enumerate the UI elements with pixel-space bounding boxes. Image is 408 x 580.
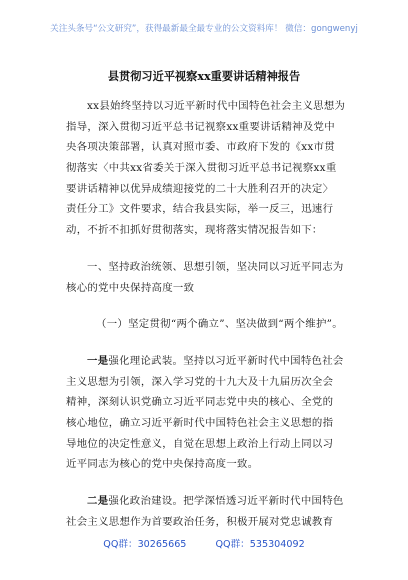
paragraph-line: xx县始终坚持以习近平新时代中国特色社会主义思想为 [87, 100, 346, 112]
document-body [66, 96, 356, 532]
paragraph-line: 央各项决策部署，认真对照市委、市政府下发的《xx市贯 [66, 141, 335, 154]
paragraph-line: 导地位的决定性意义，自觉在思想上政治上行动上同以习 [66, 437, 334, 450]
paragraph-line [66, 351, 356, 372]
item-text: 强化理论武装。坚持以习近平新时代中国特色社会 [108, 354, 344, 367]
paragraph-line: 核心地位，确立习近平新时代中国特色社会主义思想的指 [66, 416, 334, 429]
page-title: 县贯彻习近平视察xx重要讲话精神报告 [107, 69, 301, 83]
paragraph-line: 责任分工》文件要求，结合我县实际，举一反三，迅速行 [66, 203, 334, 216]
paragraph-line: 动，不折不扣抓好贯彻落实，现将落实情况报告如下： [66, 224, 323, 237]
paragraph-line: 主义思想为引领，深入学习党的十九大及十九届历次全会 [66, 375, 334, 388]
paragraph-line: 彻落实〈中共xx省委关于深入贯彻习近平总书记视察xx重 [66, 162, 337, 175]
paragraph-line: 近平同志为核心的党中央保持高度一致。 [66, 458, 259, 471]
subsection-heading: （一）坚定贯彻“两个确立”、坚决做到“两个维护”。 [96, 318, 343, 331]
paragraph-line: 指导，深入贯彻习近平总书记视察xx重要讲话精神及党中 [66, 120, 335, 133]
item-lead: 一是 [87, 354, 109, 367]
qq-group-2: QQ群：535304092 [215, 539, 305, 550]
qq-group-1: QQ群：30265665 [103, 539, 187, 550]
item-text: 强化政治建设。把学深悟透习近平新时代中国特色 [108, 495, 344, 507]
header-banner: 关注头条号“公文研究”，获得最新最全最专业的公文资料库！ 微信：gongwenyj [50, 24, 358, 34]
paragraph-line: 精神，深刻认识党确立习近平同志党中央的核心、全党的 [66, 396, 334, 409]
footer-contacts [0, 536, 408, 550]
paragraph-line: 要讲话精神以优异成绩迎接党的二十大胜利召开的决定〉 [66, 182, 334, 195]
section-heading-line: 核心的党中央保持高度一致 [66, 281, 195, 294]
paragraph-line [66, 491, 356, 512]
item-lead: 二是 [87, 495, 109, 507]
section-heading-line: 一、坚持政治统领、思想引领，坚决同以习近平同志为 [87, 260, 344, 273]
paragraph-line: 社会主义思想作为首要政治任务，积极开展对党忠诚教育 [66, 515, 334, 528]
